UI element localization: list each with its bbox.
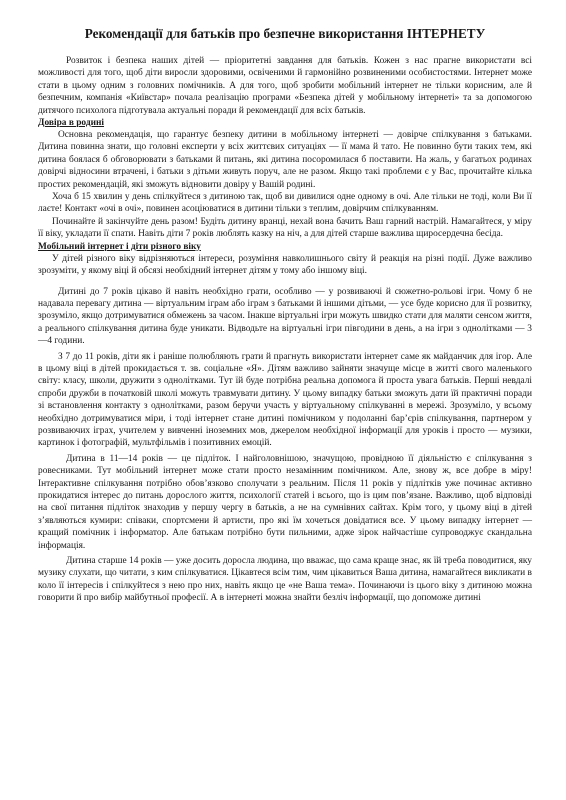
mobile-paragraph: Дитина старше 14 років — уже досить доросла людина, що вважає, що сама краще знає, як їй треба поводитися, яку музику слухати, що читати, з ким спілкуватися. Цікавтеся всім тим, чим цікавиться Ваша дитина, намагайтеся викликати в коло її інтересів і спілкуйтеся з нею про них, навіть якщо це «не Ваша тема». Починаючи із цього віку з дитиною можна говорити й про вибір майбутньої професії. А в інтернеті можна знайти безліч інформації, що допоможе дитині [38, 556, 532, 604]
document-page [38, 26, 532, 605]
section-heading-trust: Довіра в родині [38, 118, 105, 129]
trust-paragraph: Основна рекомендація, що гарантує безпеку дитини в мобільному інтернеті — довірче спілкування з батьками. Дитина повинна знати, що головні експерти у всіх життєвих ситуаціях — її мама й тато. Не повинно бути таких тем, які дитина боялася б обговорювати з батьками й питань, які дитина посоромилася б поставити. На жаль, у багатьох родинах довірчі відносини втрачені, і батьки з дітьми живуть поруч, але не разом. Якщо такі проблеми є у Вас, прочитайте кілька простих рекомендацій, які зможуть відновити довіру у Вашій родині. [38, 130, 532, 190]
mobile-paragraph: Дитині до 7 років цікаво й навіть необхідно грати, особливо — у розвиваючі й сюжетно-рольові ігри. Чому б не надавала перевагу дитина — віртуальним іграм або іграм з батьками й іншими дітьми, — усе буде корисно для її розвитку, зрозуміло, якщо дотримуватися обмежень за часом. Інакше віртуальні ігри можуть швидко стати для маляти сенсом життя, а реального спілкування дитина буде уникати. Відводьте на віртуальні ігри півгодини в день, а на ігри з однолітками — 3—4 години. [38, 286, 532, 347]
intro-paragraph: Розвиток і безпека наших дітей — пріоритетні завдання для батьків. Кожен з нас прагне використати всі можливості для того, щоб діти виросли здоровими, освіченими й гармонійно розвиненими особистостями. Інтернет може стати в цьому одним з головних помічників. А для того, щоб зробити мобільний інтернет не тільки корисним, але й безпечним, компанія «Київстар» почала реалізацію програми «Безпека дітей у мобільному інтернеті» та за допомогою дитячого психолога підготувала актуальні поради й рекомендації для всіх батьків. [38, 56, 532, 116]
section-trust [38, 117, 532, 241]
mobile-paragraph: З 7 до 11 років, діти як і раніше полюбляють грати й прагнуть використати інтернет саме як майданчик для ігор. Але в цьому віці в дітей прокидається т. зв. соціальне «Я». Дітям важливо зайняти значуще місце в житті свого маленького світу: класу, школи, дружити з однолітками. Тут їй буде потрібна реальна допомога й проста увага батьків. Перші невдалі спроби дружби в початковій школі можуть травмувати дитину. У цьому випадку батьки зможуть дати їй практичні поради зі встановлення контакту з однолітками, разом беручи участь у віртуальному спілкуванні в мережі. Зрозуміло, у всьому необхідно дотримуватися міри, і тоді інтернет стане дитині помічником у подоланні бар’єрів спілкування, партнером у розвиваючих іграх, учителем у вивченні іноземних мов, джерелом необхідної інформації для уроків і просто — музики, картинок і фотографій, мультфільмів і позитивних емоцій. [38, 351, 532, 449]
trust-paragraph: Хоча б 15 хвилин у день спілкуйтеся з дитиною так, щоб ви дивилися одне одному в очі. Але тільки не тоді, коли Ви її лаєте! Контакт «очі в очі», повинен асоціюватися в дитини тільки з теплим, довірчим спілкуванням. [38, 192, 532, 215]
document-title: Рекомендації для батьків про безпечне використання ІНТЕРНЕТУ [84, 26, 486, 41]
section-heading-mobile: Мобільний інтернет і діти різного віку [38, 241, 201, 252]
mobile-paragraph: Дитина в 11—14 років — це підліток. І найголовнішою, значущою, провідною її діяльністю є спілкування з ровесниками. Тут мобільний інтернет може стати просто незамінним помічником. Але, знову ж, все добре в міру! Інтерактивне спілкування потрібно обов’язково сполучати з реальним. Після 11 років у підлітків уже починає активно прокидатися інтерес до питань дорослого життя, психології статей і всього, що із цим пов’язане. Важливо, щоб відповіді на свої питання підліток знаходив у першу чергу в батьків, а не на сумнівних сайтах. Крім того, у цьому віці в дітей з’являються кумири: співаки, спортсмени й артисти, про які їм хочеться довідатися все. У цьому випадку інтернет — кращий помічник і інформатор. Але батькам потрібно бути пильними, адже зірок найчастіше супроводжує скандальна інформація. [38, 453, 532, 551]
trust-paragraph: Починайте й закінчуйте день разом! Будіть дитину вранці, нехай вона бачить Ваш гарний настрій. Намагайтеся, у міру її віку, укладати її спати. Навіть діти 7 років люблять казку на ніч, а для дітей старше важлива щиросердечна бесіда. [38, 216, 532, 240]
mobile-paragraph: У дітей різного віку відрізняються інтереси, розуміння навколишнього світу й реакція на різні події. Дуже важливо зрозуміти, у якому віці й обсязі необхідний інтернет дітям у тому або іншому віці. [38, 253, 532, 277]
section-mobile [38, 241, 532, 605]
